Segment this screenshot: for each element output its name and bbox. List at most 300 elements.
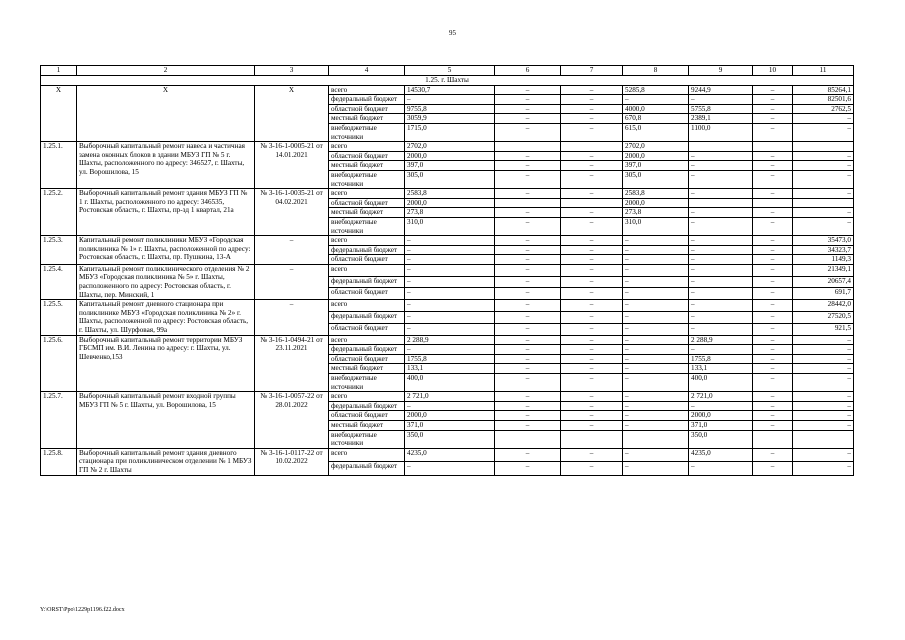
amount-cell: 35473,0 (793, 236, 854, 246)
amount-cell: – (561, 217, 623, 235)
amount-cell: – (405, 300, 495, 312)
amount-cell: – (495, 364, 561, 374)
amount-cell: – (753, 236, 793, 246)
amount-cell: – (561, 114, 623, 124)
amount-cell: – (623, 448, 689, 461)
amount-cell: 1715,0 (405, 123, 495, 141)
table-row (41, 448, 854, 461)
amount-cell (689, 142, 753, 152)
amount-cell: – (753, 170, 793, 188)
item-document: № 3-16-1-0117-22 от 10.02.2022 (255, 448, 329, 475)
funding-source: внебюджетные источники (329, 430, 405, 448)
amount-cell: – (753, 85, 793, 95)
funding-source: федеральный бюджет (329, 276, 405, 288)
amount-cell: – (753, 288, 793, 300)
item-number: 1.25.3. (41, 236, 77, 265)
column-header-7: 7 (561, 66, 623, 76)
amount-cell: – (689, 217, 753, 235)
column-header-6: 6 (495, 66, 561, 76)
amount-cell: – (753, 420, 793, 430)
amount-cell: 5285,8 (623, 85, 689, 95)
amount-cell: – (623, 335, 689, 345)
amount-cell: – (561, 208, 623, 218)
amount-cell: – (495, 208, 561, 218)
amount-cell: – (623, 236, 689, 246)
funding-source: всего (329, 189, 405, 199)
item-number: 1.25.4. (41, 264, 77, 299)
funding-source: федеральный бюджет (329, 245, 405, 255)
amount-cell: – (753, 401, 793, 411)
amount-cell: 2583,8 (405, 189, 495, 199)
amount-cell: – (561, 335, 623, 345)
amount-cell: 14530,7 (405, 85, 495, 95)
amount-cell (561, 430, 623, 448)
item-name: Капитальный ремонт поликлиники МБУЗ «Городская поликлиника № 1» г. Шахты, расположенной по адресу: Ростовская область, г. Шахты, пр. Пушкина, 13-А (77, 236, 255, 265)
amount-cell: – (495, 255, 561, 265)
amount-cell: – (793, 374, 854, 392)
amount-cell: 27520,5 (793, 312, 854, 324)
amount-cell: – (623, 345, 689, 355)
amount-cell: – (561, 85, 623, 95)
amount-cell: – (753, 161, 793, 171)
amount-cell: – (561, 236, 623, 246)
amount-cell: – (561, 354, 623, 364)
amount-cell: – (689, 95, 753, 105)
amount-cell: – (561, 264, 623, 276)
amount-cell: – (561, 411, 623, 421)
amount-cell: – (623, 462, 689, 475)
item-number: X (41, 85, 77, 142)
table-body (41, 76, 854, 476)
amount-cell: – (405, 276, 495, 288)
column-header-4: 4 (329, 66, 405, 76)
amount-cell: – (623, 312, 689, 324)
budget-table-container (40, 65, 853, 476)
budget-table (40, 65, 854, 476)
item-number: 1.25.6. (41, 335, 77, 392)
funding-source: федеральный бюджет (329, 462, 405, 475)
amount-cell: – (495, 276, 561, 288)
amount-cell: 400,0 (405, 374, 495, 392)
amount-cell: 2702,0 (405, 142, 495, 152)
item-document: X (255, 85, 329, 142)
amount-cell: 2702,0 (623, 142, 689, 152)
amount-cell: – (753, 217, 793, 235)
amount-cell: – (495, 312, 561, 324)
amount-cell: – (753, 95, 793, 105)
amount-cell: – (561, 276, 623, 288)
amount-cell: 1100,0 (689, 123, 753, 141)
item-number: 1.25.2. (41, 189, 77, 236)
amount-cell (689, 198, 753, 208)
amount-cell: – (689, 300, 753, 312)
item-number: 1.25.1. (41, 142, 77, 189)
amount-cell: – (689, 255, 753, 265)
amount-cell: – (495, 170, 561, 188)
amount-cell: – (689, 151, 753, 161)
funding-source: внебюджетные источники (329, 123, 405, 141)
section-title: 1.25. г. Шахты (41, 76, 854, 86)
amount-cell: 305,0 (405, 170, 495, 188)
amount-cell: – (495, 217, 561, 235)
amount-cell: – (623, 323, 689, 335)
amount-cell: – (561, 312, 623, 324)
amount-cell: – (405, 462, 495, 475)
column-header-8: 8 (623, 66, 689, 76)
funding-source: местный бюджет (329, 420, 405, 430)
item-name: X (77, 85, 255, 142)
amount-cell: 2583,8 (623, 189, 689, 199)
amount-cell: – (689, 288, 753, 300)
table-row (41, 189, 854, 199)
amount-cell: 21349,1 (793, 264, 854, 276)
column-header-9: 9 (689, 66, 753, 76)
table-row (41, 335, 854, 345)
amount-cell: – (753, 411, 793, 421)
amount-cell: – (753, 208, 793, 218)
amount-cell: – (753, 189, 793, 199)
amount-cell: – (561, 255, 623, 265)
item-document: № 3-16-1-0005-21 от 14.01.2021 (255, 142, 329, 189)
amount-cell: – (793, 448, 854, 461)
amount-cell: – (495, 189, 561, 199)
amount-cell (561, 198, 623, 208)
page-number: 95 (449, 29, 456, 37)
amount-cell: 133,1 (689, 364, 753, 374)
amount-cell: – (623, 401, 689, 411)
amount-cell: 310,0 (405, 217, 495, 235)
amount-cell: 273,8 (405, 208, 495, 218)
amount-cell: – (495, 323, 561, 335)
amount-cell: – (753, 448, 793, 461)
amount-cell: – (753, 374, 793, 392)
funding-source: всего (329, 264, 405, 276)
amount-cell: – (793, 462, 854, 475)
amount-cell: – (623, 288, 689, 300)
amount-cell: – (689, 323, 753, 335)
funding-source: областной бюджет (329, 255, 405, 265)
funding-source: местный бюджет (329, 114, 405, 124)
amount-cell: – (561, 364, 623, 374)
amount-cell: 310,0 (623, 217, 689, 235)
amount-cell: – (753, 276, 793, 288)
amount-cell: – (495, 392, 561, 402)
amount-cell: – (753, 245, 793, 255)
item-number: 1.25.5. (41, 300, 77, 335)
amount-cell: – (495, 300, 561, 312)
item-name: Выборочный капитальный ремонт здания дневного стационара при поликлиническом отделении № 1 МБУЗ ГП № 2 г. Шахты (77, 448, 255, 475)
amount-cell: – (623, 245, 689, 255)
amount-cell: – (623, 374, 689, 392)
amount-cell: – (495, 462, 561, 475)
funding-source: внебюджетные источники (329, 217, 405, 235)
amount-cell: – (495, 123, 561, 141)
item-number: 1.25.8. (41, 448, 77, 475)
amount-cell: – (495, 411, 561, 421)
amount-cell: – (793, 114, 854, 124)
amount-cell: – (793, 161, 854, 171)
amount-cell: – (753, 114, 793, 124)
item-name: Капитальный ремонт поликлинического отделения № 2 МБУЗ «Городская поликлиника № 5» г. Шахты, расположенного по адресу: Ростовская область, г. Шахты, пер. Минский, 1 (77, 264, 255, 299)
column-header-2: 2 (77, 66, 255, 76)
funding-source: внебюджетные источники (329, 374, 405, 392)
amount-cell: 273,8 (623, 208, 689, 218)
amount-cell: 397,0 (405, 161, 495, 171)
amount-cell: – (689, 236, 753, 246)
column-header-1: 1 (41, 66, 77, 76)
amount-cell: 371,0 (405, 420, 495, 430)
amount-cell: 397,0 (623, 161, 689, 171)
amount-cell: 921,5 (793, 323, 854, 335)
amount-cell: – (561, 288, 623, 300)
funding-source: местный бюджет (329, 208, 405, 218)
funding-source: местный бюджет (329, 364, 405, 374)
amount-cell: – (623, 420, 689, 430)
amount-cell: – (495, 448, 561, 461)
table-row (41, 392, 854, 402)
amount-cell: – (495, 236, 561, 246)
funding-source: всего (329, 448, 405, 461)
amount-cell: – (623, 264, 689, 276)
amount-cell: – (561, 323, 623, 335)
amount-cell: – (689, 208, 753, 218)
funding-source: федеральный бюджет (329, 95, 405, 105)
amount-cell: 4000,0 (623, 104, 689, 114)
amount-cell: – (561, 104, 623, 114)
funding-source: областной бюджет (329, 288, 405, 300)
amount-cell: – (623, 364, 689, 374)
amount-cell: – (753, 255, 793, 265)
amount-cell: – (753, 123, 793, 141)
amount-cell: – (561, 448, 623, 461)
amount-cell: – (793, 401, 854, 411)
amount-cell: – (495, 161, 561, 171)
amount-cell: – (793, 354, 854, 364)
amount-cell: – (793, 420, 854, 430)
amount-cell: – (405, 288, 495, 300)
amount-cell: 2 288,9 (689, 335, 753, 345)
amount-cell: – (561, 151, 623, 161)
amount-cell (753, 198, 793, 208)
amount-cell: – (561, 420, 623, 430)
amount-cell: – (561, 245, 623, 255)
amount-cell: 670,8 (623, 114, 689, 124)
amount-cell: – (495, 345, 561, 355)
amount-cell: 133,1 (405, 364, 495, 374)
amount-cell: – (793, 335, 854, 345)
amount-cell: – (405, 95, 495, 105)
amount-cell: – (495, 85, 561, 95)
amount-cell: – (753, 151, 793, 161)
amount-cell: – (689, 161, 753, 171)
amount-cell: – (495, 354, 561, 364)
item-document: – (255, 300, 329, 335)
amount-cell: – (793, 217, 854, 235)
table-row (41, 300, 854, 312)
table-row (41, 142, 854, 152)
table-row (41, 236, 854, 246)
amount-cell: – (793, 411, 854, 421)
item-name: Выборочный капитальный ремонт входной группы МБУЗ ГП № 5 г. Шахты, ул. Ворошилова, 15 (77, 392, 255, 449)
amount-cell: – (753, 104, 793, 114)
table-header-row (41, 66, 854, 76)
amount-cell: – (753, 364, 793, 374)
amount-cell: – (689, 312, 753, 324)
amount-cell: – (689, 401, 753, 411)
item-document: № 3-16-1-0035-21 от 04.02.2021 (255, 189, 329, 236)
amount-cell: 9755,8 (405, 104, 495, 114)
amount-cell: – (561, 401, 623, 411)
funding-source: всего (329, 335, 405, 345)
column-header-10: 10 (753, 66, 793, 76)
funding-source: областной бюджет (329, 104, 405, 114)
amount-cell: – (793, 170, 854, 188)
funding-source: областной бюджет (329, 354, 405, 364)
amount-cell: – (623, 95, 689, 105)
table-row (41, 85, 854, 95)
amount-cell: – (623, 411, 689, 421)
amount-cell: – (561, 123, 623, 141)
amount-cell: – (623, 392, 689, 402)
item-document: – (255, 264, 329, 299)
amount-cell: – (405, 312, 495, 324)
amount-cell (495, 142, 561, 152)
amount-cell: – (689, 170, 753, 188)
amount-cell: 400,0 (689, 374, 753, 392)
amount-cell: 3059,9 (405, 114, 495, 124)
footer-file-path: Y:\ORST\Ppo\1229p1196.f22.docx (40, 607, 125, 613)
funding-source: местный бюджет (329, 161, 405, 171)
column-header-3: 3 (255, 66, 329, 76)
amount-cell: – (561, 189, 623, 199)
funding-source: всего (329, 300, 405, 312)
column-header-5: 5 (405, 66, 495, 76)
amount-cell: 2762,5 (793, 104, 854, 114)
amount-cell: – (689, 189, 753, 199)
amount-cell (561, 142, 623, 152)
amount-cell: – (753, 462, 793, 475)
amount-cell: – (793, 208, 854, 218)
amount-cell: 82501,6 (793, 95, 854, 105)
item-name: Выборочный капитальный ремонт здания МБУЗ ГП № 1 г. Шахты, расположенного по адресу: 346535, Ростовская область, г. Шахты, пр-зд 1 квартал, 21а (77, 189, 255, 236)
funding-source: областной бюджет (329, 323, 405, 335)
amount-cell: – (753, 312, 793, 324)
item-name: Выборочный капитальный ремонт территории МБУЗ ГБСМП им. В.И. Ленина по адресу: г. Шахты, ул. Шевченко,153 (77, 335, 255, 392)
amount-cell: 2000,0 (405, 151, 495, 161)
item-document: № 3-16-1-0057-22 от 28.01.2022 (255, 392, 329, 449)
amount-cell: 85264,1 (793, 85, 854, 95)
amount-cell: – (689, 264, 753, 276)
amount-cell: – (405, 245, 495, 255)
amount-cell: – (561, 300, 623, 312)
amount-cell: 4235,0 (689, 448, 753, 461)
funding-source: федеральный бюджет (329, 312, 405, 324)
amount-cell: 2 721,0 (405, 392, 495, 402)
amount-cell: – (689, 245, 753, 255)
section-title-row (41, 76, 854, 86)
funding-source: всего (329, 392, 405, 402)
item-name: Выборочный капитальный ремонт навеса и частичная замена оконных блоков в здании МБУЗ ГП № 5 г. Шахты, расположенного по адресу: 346527, г. Шахты, ул. Ворошилова, 15 (77, 142, 255, 189)
amount-cell: – (689, 276, 753, 288)
amount-cell: 28442,0 (793, 300, 854, 312)
amount-cell: 34323,7 (793, 245, 854, 255)
amount-cell: – (793, 123, 854, 141)
amount-cell: – (561, 462, 623, 475)
amount-cell: – (689, 345, 753, 355)
amount-cell (793, 198, 854, 208)
amount-cell (793, 142, 854, 152)
amount-cell: – (793, 364, 854, 374)
amount-cell: – (689, 462, 753, 475)
amount-cell: – (753, 392, 793, 402)
amount-cell: – (405, 323, 495, 335)
amount-cell: – (623, 300, 689, 312)
amount-cell: 305,0 (623, 170, 689, 188)
amount-cell: – (561, 161, 623, 171)
amount-cell: 1755,8 (405, 354, 495, 364)
amount-cell: 4235,0 (405, 448, 495, 461)
item-number: 1.25.7. (41, 392, 77, 449)
amount-cell (495, 198, 561, 208)
amount-cell: – (561, 170, 623, 188)
amount-cell: – (753, 335, 793, 345)
amount-cell: – (495, 401, 561, 411)
amount-cell: 1755,8 (689, 354, 753, 364)
amount-cell: 2 721,0 (689, 392, 753, 402)
amount-cell: – (405, 236, 495, 246)
funding-source: областной бюджет (329, 411, 405, 421)
amount-cell: – (753, 264, 793, 276)
item-document: № 3-16-1-0494-21 от 23.11.2021 (255, 335, 329, 392)
amount-cell: – (495, 420, 561, 430)
amount-cell: 1149,3 (793, 255, 854, 265)
amount-cell: – (623, 354, 689, 364)
amount-cell: – (495, 151, 561, 161)
item-document: – (255, 236, 329, 265)
amount-cell: 350,0 (689, 430, 753, 448)
amount-cell: – (793, 345, 854, 355)
amount-cell: 615,0 (623, 123, 689, 141)
amount-cell (753, 142, 793, 152)
amount-cell: – (495, 374, 561, 392)
amount-cell: – (753, 354, 793, 364)
amount-cell: – (753, 300, 793, 312)
amount-cell: – (495, 264, 561, 276)
amount-cell: – (561, 392, 623, 402)
amount-cell: 2000,0 (689, 411, 753, 421)
amount-cell: – (793, 392, 854, 402)
amount-cell: 5755,8 (689, 104, 753, 114)
amount-cell: 2000,0 (405, 198, 495, 208)
table-row (41, 264, 854, 276)
amount-cell: – (753, 345, 793, 355)
amount-cell: 2 288,9 (405, 335, 495, 345)
amount-cell: 2389,1 (689, 114, 753, 124)
funding-source: федеральный бюджет (329, 401, 405, 411)
amount-cell: 691,7 (793, 288, 854, 300)
amount-cell: – (793, 189, 854, 199)
funding-source: областной бюджет (329, 198, 405, 208)
amount-cell: – (495, 245, 561, 255)
amount-cell: – (623, 255, 689, 265)
funding-source: областной бюджет (329, 151, 405, 161)
amount-cell: – (495, 114, 561, 124)
amount-cell (495, 430, 561, 448)
amount-cell: – (405, 255, 495, 265)
amount-cell (793, 430, 854, 448)
amount-cell (753, 430, 793, 448)
amount-cell: – (561, 374, 623, 392)
